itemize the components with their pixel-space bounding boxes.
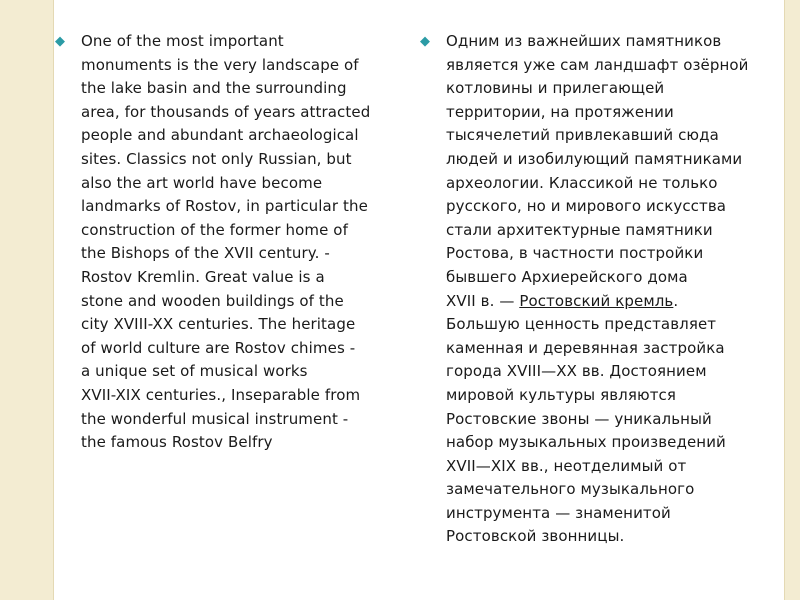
english-column: [55, 30, 390, 455]
right-decorative-band: [785, 0, 800, 600]
russian-column: [420, 30, 770, 549]
right-band-divider: [784, 0, 785, 600]
bullet-icon: ◆: [420, 34, 430, 49]
left-decorative-band: [0, 0, 53, 600]
left-band-divider: [53, 0, 54, 600]
english-paragraph: One of the most important monuments is the very landscape of the lake basin and the surrounding area, for thousands of years attracted people and abundant archaeological sites. Classics not only Russian, but also the art world have become landmarks of Rostov, in particular the construction of the former home of the Bishops of the XVII century. - Rostov Kremlin. Great value is a stone and wooden buildings of the city XVIII-XX centuries. The heritage of world culture are Rostov chimes - a unique set of musical works XVII-XIX centuries., Inseparable from the wonderful musical instrument - the famous Rostov Belfry: [81, 32, 371, 452]
russian-paragraph: [446, 30, 770, 549]
bullet-icon: ◆: [55, 34, 65, 49]
rostov-kremlin-link[interactable]: Ростовский кремль: [519, 291, 674, 310]
russian-text-part-2: . Большую ценность представляет каменная и деревянная застройка города XVIII—XX вв. Достоянием мировой культуры являются Ростовские звоны — уникальный набор музыкальных произведений XVII—XIX вв., неотделимый от замечательного музыкального инструмента — знаменитой Ростовской звонницы.: [446, 291, 726, 546]
russian-text-part-1: Одним из важнейших памятников является уже сам ландшафт озёрной котловины и прилегающей территории, на протяжении тысячелетий привлекавший сюда людей и изобилующий памятниками археологии. Классикой не только русского, но и мирового искусства стали архитектурные памятники Ростова, в частности постройки бывшего Архиерейского дома XVII в. —: [446, 32, 749, 310]
